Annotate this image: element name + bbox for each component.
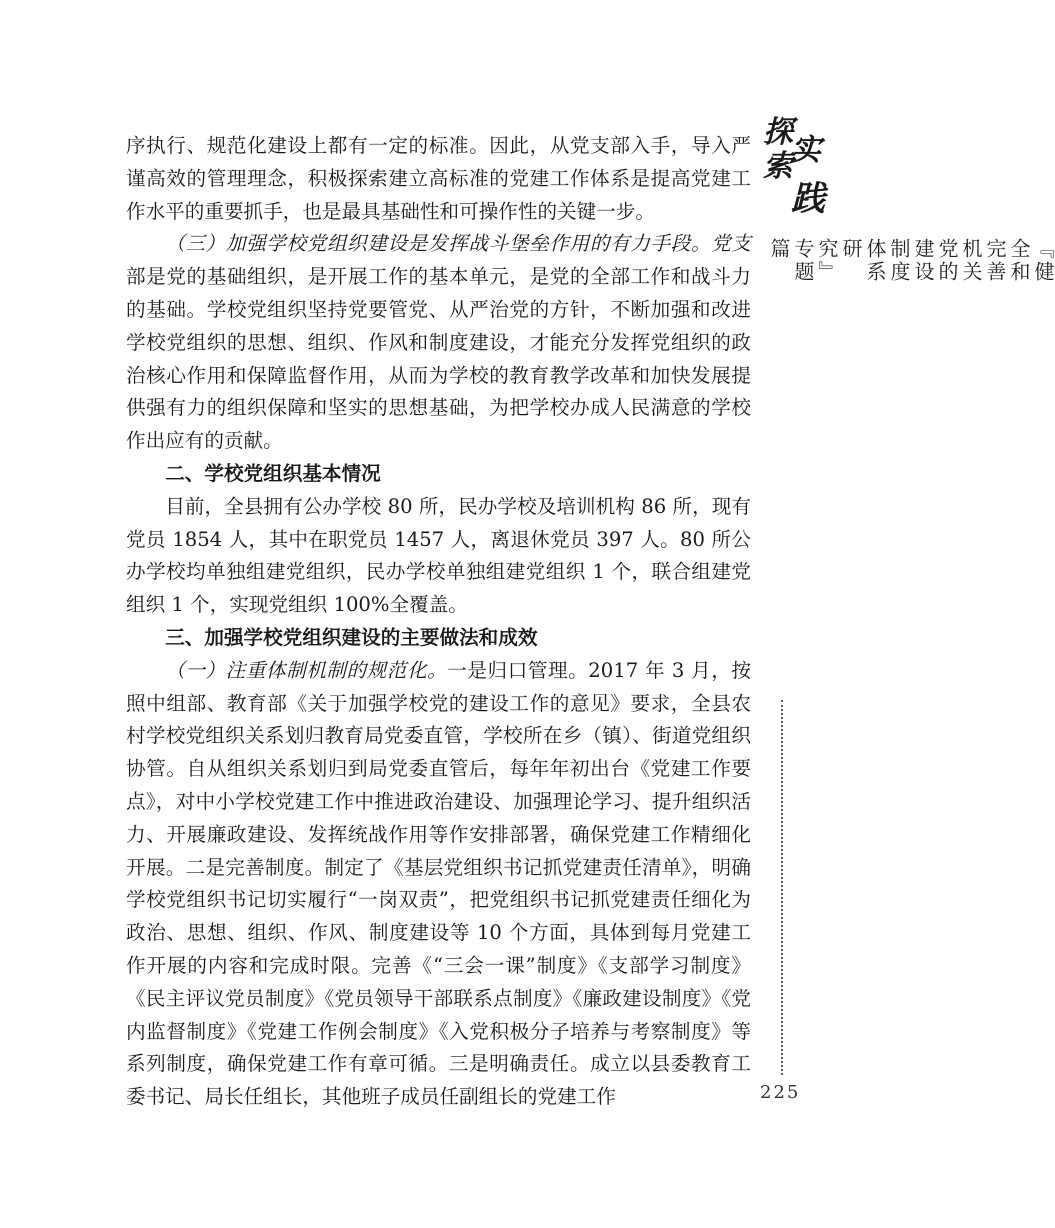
sidebar [757,115,1055,284]
logo-char: 实 [791,133,821,168]
series-logo [757,115,827,228]
paragraph-3: 目前，全县拥有公办学校 80 所，民办学校及培训机构 86 所，现有党员 1854 人，其中在职党员 1457 人，离退休党员 397 人。80 所公办学校均单独组建党组织，民办学校单独组建党组织 1 个，联合组建党组织 1 个，实现党组织 100%全覆盖。 [126,494,751,617]
section-heading-3: 三、加强学校党组织建设的主要做法和成效 [165,625,538,649]
running-title: 『健全和完善机关党的建设制度体系研究』专题篇 [767,238,1055,284]
logo-char: 索 [763,149,793,184]
logo-char: 探 [763,115,793,150]
page-body [126,130,751,1114]
page-number: 225 [760,1082,801,1103]
sidebar-divider [781,700,783,1075]
lead-in-1: （一）注重体制机制的规范化。 [165,658,448,682]
paragraph-1: 序执行、规范化建设上都有一定的标准。因此，从党支部入手，导入严谨高效的管理理念，积极探索建立高标准的党建工作体系是提高党建工作水平的重要抓手，也是最具基础性和可操作性的关键一步。 [126,134,751,223]
section-heading-2: 二、学校党组织基本情况 [165,461,381,485]
paragraph-2-text: 部是党的基础组织，是开展工作的基本单元，是党的全部工作和战斗力的基础。学校党组织坚持党要管党、从严治党的方针，不断加强和改进学校党组织的思想、组织、作风和制度建设，才能充分发挥党组织的政治核心作用和保障监督作用，从而为学校的教育教学改革和加快发展提供强有力的组织保障和坚实的思想基础，为把学校办成人民满意的学校作出应有的贡献。 [126,265,751,453]
paragraph-4-text: 一是归口管理。2017 年 3 月，按照中组部、教育部《关于加强学校党的建设工作的意见》要求，全县农村学校党组织关系划归教育局党委直管，学校所在乡（镇）、街道党组织协管。自从组织关系划归到局党委直管后，每年年初出台《党建工作要点》，对中小学校党建工作中推进政治建设、加强理论学习、提升组织活力、开展廉政建设、发挥统战作用等作安排部署，确保党建工作精细化开展。二是完善制度。制定了《基层党组织书记抓党建责任清单》，明确学校党组织书记切实履行“一岗双责”，把党组织书记抓党建责任细化为政治、思想、组织、作风、制度建设等 10 个方面，具体到每月党建工作开展的内容和完成时限。完善《“三会一课”制度》《支部学习制度》《民主评议党员制度》《党员领导干部联系点制度》《廉政建设制度》《党内监督制度》《党建工作例会制度》《入党积极分子培养与考察制度》等系列制度，确保党建工作有章可循。三是明确责任。成立以县委教育工委书记、局长任组长，其他班子成员任副组长的党建工作 [126,658,752,1109]
paragraph-4 [126,655,751,1114]
logo-char: 践 [791,179,825,219]
paragraph-2 [126,228,751,458]
lead-in-3: （三）加强学校党组织建设是发挥战斗堡垒作用的有力手段。党支 [165,232,751,256]
